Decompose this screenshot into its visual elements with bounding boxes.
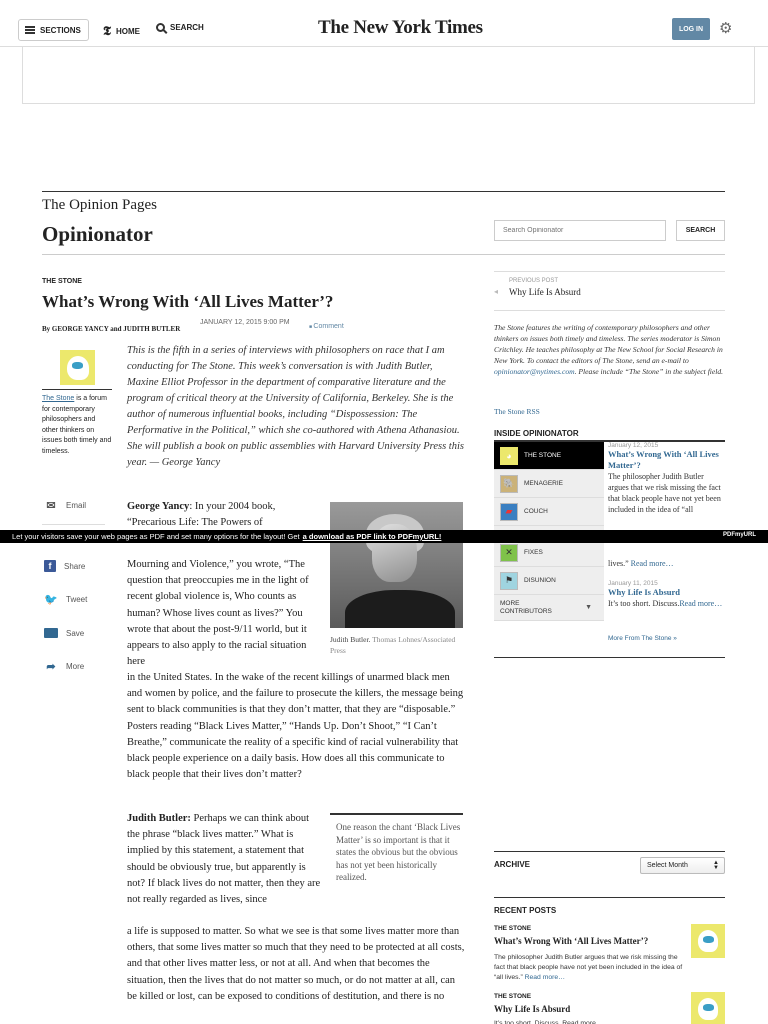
email-label: Email [66,501,87,510]
divider [42,389,112,390]
pdf-banner [0,530,768,543]
tweet-button[interactable] [44,594,87,605]
judith-butler-photo [330,502,463,628]
body-text: Perhaps we can think about the phrase “black lives matter.” What is implied by this statement, a statement that should be obviously true, but apparently is not? If black lives do not matter, then they are not really regarded as lives, since [127,813,321,906]
folder-icon [44,628,58,638]
read-more-link[interactable]: Read more… [679,599,723,608]
menu-item-disunion[interactable] [494,567,604,595]
body-paragraph: a life is supposed to matter. So what we see is that some lives matter more than others, that some lives matter so much that they need to be protected at all costs, and that other lives matter less, or not at all. And when that becomes the situation, then the lives that do not matter so much, or do not matter at all, can be killed or lost, can be exposed to conditions of destitution, and there is no [127,926,465,1002]
search-input[interactable] [494,220,666,241]
menu-label: THE STONE [524,452,562,459]
about-text: . Please include “The Stone” in the subject field. [574,367,724,376]
photo-body [345,590,455,628]
head-icon [698,998,718,1020]
stone-about-text [494,322,725,377]
menu-item-fixes[interactable] [494,539,604,567]
facebook-icon: f [44,560,56,572]
stone-description [42,394,112,457]
feed-item [608,442,725,515]
previous-post-label: PREVIOUS POST [509,278,559,284]
masthead-logo[interactable]: The New York Times [318,17,483,38]
facebook-share-button[interactable] [44,560,85,572]
menu-label: FIXES [524,549,543,556]
feed-date: January 12, 2015 [608,442,659,449]
envelope-icon: ✉ [46,500,56,512]
email-link[interactable]: opinionator@nytimes.com [494,367,575,376]
select-arrows-icon: ▲ ▼ [713,860,719,871]
head-icon [698,930,718,952]
nyt-t-icon: 𝕿 [103,23,111,38]
login-button[interactable]: LOG IN [672,18,710,40]
opinion-pages-label[interactable]: The Opinion Pages [42,197,157,213]
disunion-icon: ⚑ [500,572,518,590]
archive-month-select[interactable] [640,857,725,874]
menu-item-menagerie[interactable] [494,470,604,498]
body-paragraph: Mourning and Violence,” you wrote, “The question that preoccupies me in the light of recent global violence is, Who counts as human? Whose lives count as lives?” You wrote that about the post-9/11 world, but it appears to also apply to the racial situation here [127,559,309,668]
article-intro: This is the fifth in a series of interviews with philosophers on race that I am conducting for The Stone. This week’s conversation is with Judith Butler, Maxine Elliot Professor in the department of comparative literature and the program of critical theory at the University of California, Berkeley. She is the author of numerous influential books, including “Dispossession: The Performative in the Political,” which she co-authored with Athena Athanasiou. She will publish a book on public assemblies with Harvard University Press this year. — George Yancy [127,345,464,468]
comment-link[interactable]: ■ Comment [309,323,344,330]
chevron-left-icon[interactable]: ◂ [494,287,499,296]
speaker-butler: Judith Butler: [127,813,191,824]
couch-icon: ▰ [500,503,518,521]
select-value: Select Month [647,862,688,869]
stone-link[interactable]: The Stone [42,395,75,402]
stone-head-icon: ◕ [500,447,518,465]
more-share-button[interactable] [44,661,84,672]
menu-item-couch[interactable] [494,498,604,526]
divider [494,897,725,898]
more-label: More [66,662,85,671]
ad-placeholder [22,47,755,104]
banner-text: Let your visitors save your web pages as PDF and set many options for the layout! Get [12,532,300,541]
feed-date: January 11, 2015 [608,580,658,587]
menu-label: COUCH [524,508,548,515]
top-bar [0,0,768,47]
photo-caption [330,634,463,656]
feed-summary: The philosopher Judith Butler argues that we risk missing the fact that black people have not yet been included in the idea of “all [608,472,721,514]
recent-post-thumbnail[interactable] [691,924,725,958]
stone-rss-link[interactable]: The Stone RSS [494,407,540,416]
recent-post-kicker[interactable]: THE STONE [494,925,532,932]
share-arrow-icon: ➦ [46,661,56,673]
sections-label: SECTIONS [40,25,81,35]
divider [494,657,725,658]
body-paragraph [127,811,322,908]
divider [42,191,725,192]
tweet-label: Tweet [66,595,88,604]
menu-label: MENAGERIE [524,480,564,487]
search-icon [156,23,165,32]
divider [42,524,105,525]
article-kicker[interactable]: THE STONE [42,278,82,285]
save-button[interactable] [44,628,84,638]
banner-link[interactable]: a download as PDF link to PDFmyURL! [302,532,442,541]
body-paragraph [127,499,322,531]
pdfmyurl-logo[interactable]: PDFmyURL [722,532,756,538]
body-text: : In your 2004 book, “Precarious Life: The Powers of [127,501,276,529]
previous-post-link[interactable]: Why Life Is Absurd [509,287,581,297]
recent-post-title[interactable]: Why Life Is Absurd [494,1004,571,1014]
article-date: JANUARY 12, 2015 9:00 PM [200,319,290,326]
body-paragraph: in the United States. In the wake of the recent killings of unarmed black men and women by police, and the failure to prosecute the killers, the message being sent to black communities is that they don’t matter, that they are “disposable.” Posters reading “Black Lives Matter,” “Hands Up. Don’t Shoot,” “I Can’t Breathe,” communicate the reality of a specific kind of racial vulnerability that black people experience on a daily basis. How does all this communicate to black people that their lives don’t matter? [127,672,464,781]
about-text: The Stone features the writing of contemporary philosophers and other thinkers on issues both timely and timeless. The series moderator is Simon Critchley. He teaches philosophy at The New School for Social Research in New York. To contact the editors of The Stone, send an e-mail to [494,323,723,365]
feed-title-link[interactable]: Why Life Is Absurd [608,587,681,597]
article-byline: By GEORGE YANCY and JUDITH BUTLER [42,325,181,333]
feed-summary: lives.” [608,559,629,568]
archive-label: ARCHIVE [494,860,531,869]
summary-text: The philosopher Judith Butler argues that we risk missing the fact that black people have not yet been included in the idea of “all lives.” [494,954,683,981]
home-link[interactable] [103,23,140,39]
recent-post-summary: It’s too short. Discuss. Read more… [494,1020,603,1024]
article-headline: What’s Wrong With ‘All Lives Matter’? [42,292,334,311]
divider [494,310,725,311]
recent-post-title[interactable]: What’s Wrong With ‘All Lives Matter’? [494,936,649,946]
the-stone-logo[interactable] [60,350,95,385]
caption-name: Judith Butler. [330,635,371,644]
fixes-icon: ✕ [500,544,518,562]
recent-post-kicker[interactable]: THE STONE [494,993,532,1000]
search-button[interactable]: SEARCH [676,220,725,241]
hamburger-icon [25,26,35,34]
menu-label: DISUNION [524,577,556,584]
caption-credit: Thomas Lohnes/Associated Press [330,635,456,655]
search-link[interactable] [156,23,204,32]
pull-quote-rule [330,813,463,815]
email-share-button[interactable] [44,500,86,511]
gear-icon[interactable]: ⚙ [719,20,733,37]
recent-post-thumbnail[interactable] [691,992,725,1024]
inside-opinionator-title: INSIDE OPINIONATOR [494,429,579,438]
read-more-link[interactable]: Read more… [630,559,674,568]
feed-title-link[interactable]: What’s Wrong With ‘All Lives Matter’? [608,449,719,470]
search-label: SEARCH [170,23,204,32]
head-icon [67,356,89,380]
feed-summary: It’s too short. Discuss. [608,599,680,608]
save-label: Save [66,628,85,638]
home-label: HOME [115,26,140,36]
divider [494,271,725,272]
menu-item-the-stone[interactable] [494,442,604,470]
blog-title[interactable]: Opinionator [42,222,153,246]
pull-quote: One reason the chant ‘Black Lives Matter’ is so important is that it states the obvious but the obvious has not yet been historically realized. [336,822,461,882]
feed-item-continued [608,558,725,569]
feed-item [608,580,725,609]
menu-item-more-contributors[interactable] [494,595,604,621]
speaker-yancy: George Yancy [127,501,190,512]
stone-desc-text: is a forum for contemporary philosophers and other thinkers on issues both timely and timeless. [42,395,112,455]
recent-posts-title: RECENT POSTS [494,906,557,915]
read-more-link[interactable]: Read more… [524,974,566,981]
recent-post-summary [494,953,689,983]
twitter-bird-icon: 🐦 [44,594,58,606]
chevron-down-icon: ▼ [585,603,592,611]
menagerie-icon: 🐘 [500,475,518,493]
more-from-the-stone-link[interactable]: More From The Stone » [608,635,677,642]
menu-label: MORE CONTRIBUTORS [500,599,552,615]
divider [42,254,725,255]
divider [494,851,725,852]
share-label: Share [64,561,86,571]
sections-button[interactable] [18,19,89,41]
